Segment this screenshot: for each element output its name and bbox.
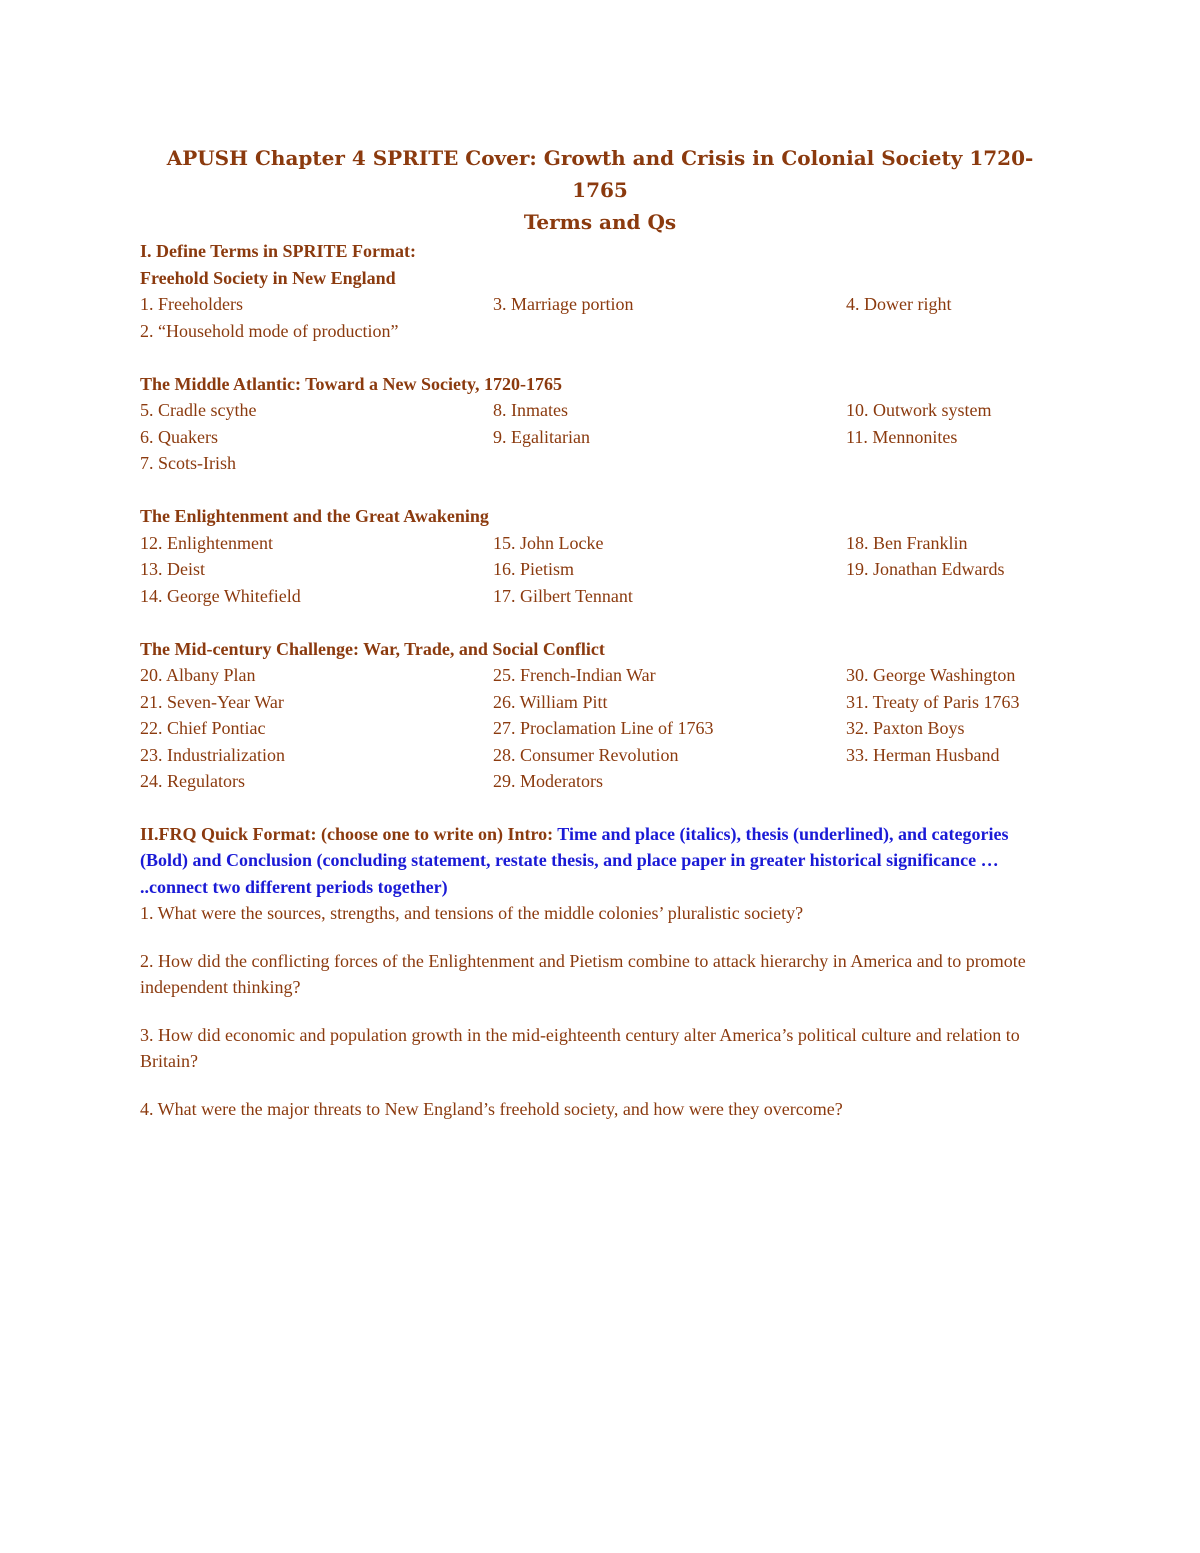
term-item: 22. Chief Pontiac [140, 718, 266, 738]
term-row [140, 291, 1060, 318]
term-row [140, 450, 1060, 477]
term-item: 31. Treaty of Paris 1763 [846, 691, 1020, 712]
term-item: 2. “Household mode of production” [140, 320, 399, 341]
term-row [140, 556, 1060, 583]
term-item: 23. Industrialization [140, 744, 285, 765]
frq-heading [140, 821, 1060, 901]
term-row [140, 397, 1060, 424]
term-item: 4. Dower right [846, 294, 952, 314]
term-item: 17. Gilbert Tennant [493, 585, 633, 606]
frq-questions [140, 900, 1060, 1122]
section-heading: The Mid-century Challenge: War, Trade, and Social Conflict [140, 638, 605, 659]
term-item: 13. Deist [140, 559, 205, 579]
document-page [140, 142, 1060, 1143]
term-item: 12. Enlightenment [140, 532, 273, 553]
term-row [140, 689, 1060, 716]
frq-label: II.FRQ Quick Format: (choose one to write on) Intro: [140, 823, 558, 844]
term-item [846, 450, 1060, 477]
term-item: 1. Freeholders [140, 294, 243, 314]
term-row [140, 424, 1060, 451]
term-item: 6. Quakers [140, 426, 218, 447]
term-item [846, 768, 1060, 795]
term-row [140, 318, 1060, 345]
term-item: 30. George Washington [846, 665, 1016, 685]
term-item: 26. William Pitt [493, 691, 608, 712]
section-heading: The Middle Atlantic: Toward a New Society, 1720-1765 [140, 373, 562, 394]
term-item [493, 318, 846, 345]
term-row [140, 583, 1060, 610]
document-title: APUSH Chapter 4 SPRITE Cover: Growth and Crisis in Colonial Society 1720-1765 [166, 146, 1034, 202]
document-subtitle: Terms and Qs [523, 210, 677, 234]
term-item: 27. Proclamation Line of 1763 [493, 718, 714, 738]
term-item: 3. Marriage portion [493, 294, 634, 314]
term-item [493, 450, 846, 477]
term-row [140, 662, 1060, 689]
term-item: 33. Herman Husband [846, 744, 1000, 765]
term-item: 11. Mennonites [846, 426, 958, 447]
term-item: 8. Inmates [493, 400, 568, 420]
term-item: 7. Scots-Irish [140, 453, 236, 473]
term-item: 25. French-Indian War [493, 665, 656, 685]
section-heading: The Enlightenment and the Great Awakening [140, 506, 489, 526]
term-item: 18. Ben Franklin [846, 532, 968, 553]
term-item: 24. Regulators [140, 771, 245, 791]
term-item [846, 318, 1060, 345]
frq-question: 4. What were the major threats to New England’s freehold society, and how were they overcome? [140, 1098, 843, 1119]
term-item: 9. Egalitarian [493, 426, 590, 447]
term-item: 16. Pietism [493, 559, 575, 579]
section-heading: Freehold Society in New England [140, 267, 396, 288]
term-item: 28. Consumer Revolution [493, 744, 679, 765]
term-row [140, 768, 1060, 795]
part1-heading: I. Define Terms in SPRITE Format: [140, 241, 416, 261]
frq-question: 2. How did the conflicting forces of the Enlightenment and Pietism combine to attack hierarchy in America and to promote independent thinking? [140, 950, 1026, 997]
term-item: 14. George Whitefield [140, 585, 301, 606]
term-item: 19. Jonathan Edwards [846, 559, 1005, 579]
term-item: 15. John Locke [493, 532, 604, 553]
frq-question: 3. How did economic and population growth in the mid-eighteenth century alter America’s political culture and relation to Britain? [140, 1024, 1020, 1071]
term-row [140, 530, 1060, 557]
frq-instructions: Time and place (italics), thesis (underlined), and categories (Bold) and Conclusion (concluding statement, restate thesis, and place paper in greater historical significance … ..connect two different periods together) [140, 823, 1009, 897]
frq-question: 1. What were the sources, strengths, and tensions of the middle colonies’ pluralistic society? [140, 903, 804, 923]
term-item: 10. Outwork system [846, 400, 992, 420]
term-row [140, 715, 1060, 742]
term-item [846, 583, 1060, 610]
term-item: 5. Cradle scythe [140, 400, 257, 420]
term-sections [140, 265, 1060, 795]
term-row [140, 742, 1060, 769]
term-item: 21. Seven-Year War [140, 691, 284, 712]
term-item: 20. Albany Plan [140, 665, 256, 685]
term-item: 32. Paxton Boys [846, 718, 965, 738]
term-item: 29. Moderators [493, 771, 603, 791]
